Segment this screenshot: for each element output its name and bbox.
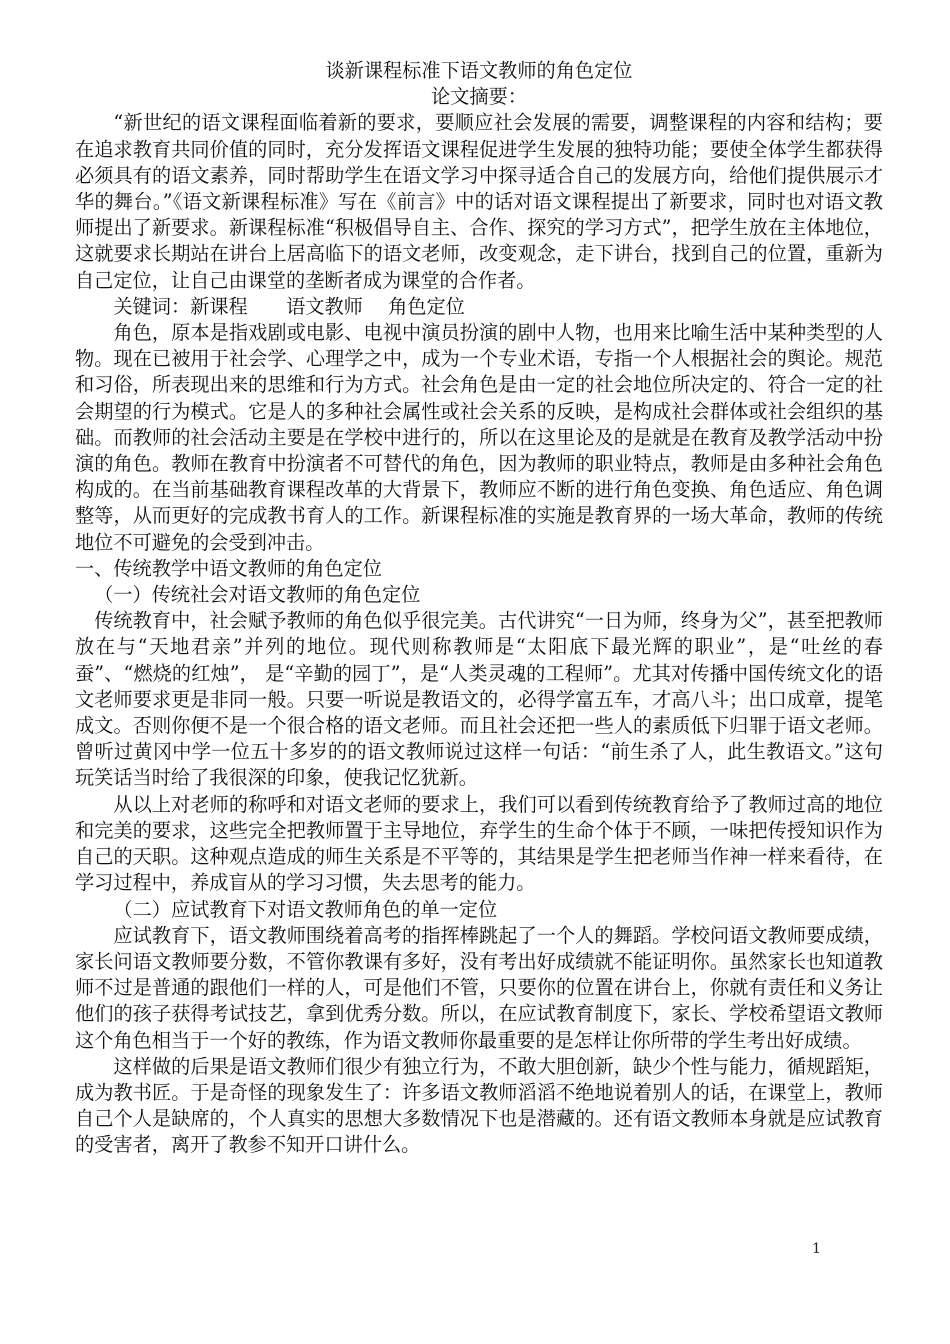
intro-paragraph: 角色，原本是指戏剧或电影、电视中演员扮演的剧中人物，也用来比喻生活中某种类型的人物。现在已被用于社会学、心理学之中，成为一个专业术语，专指一个人根据社会的舆论。规范和习俗，所表现出来的思维和行为方式。社会角色是由一定的社会地位所决定的、符合一定的社会期望的行为模式。它是人的多种社会属性或社会关系的反映，是构成社会群体或社会组织的基础。而教师的社会活动主要是在学校中进行的，所以在这里论及的是就是在教育及教学活动中扮演的角色。教师在教育中扮演者不可替代的角色，因为教师的职业特点，教师是由多种社会角色构成的。在当前基础教育课程改革的大背景下，教师应不断的进行角色变换、角色适应、角色调整等，从而更好的完成教书育人的工作。新课程标准的实施是教育界的一场大革命，教师的传统地位不可避免的会受到冲击。 [75,321,883,554]
body-paragraph: 这样做的后果是语文教师们很少有独立行为，不敢大胆创新，缺少个性与能力，循规蹈矩，成为教书匠。于是奇怪的现象发生了：许多语文教师滔滔不绝地说着别人的话，在课堂上，教师自己个人是缺席的，个人真实的思想大多数情况下也是潜藏的。还有语文教师本身就是应试教育的受害者，离开了教参不知开口讲什么。 [75,1054,883,1157]
section-heading: 一、传统教学中语文教师的角色定位 [75,556,382,580]
document-title: 谈新课程标准下语文教师的角色定位 [325,59,633,82]
keywords-line: 关键词：新课程 语文教师 角色定位 [113,294,465,318]
abstract-heading: 论文摘要： [431,85,527,109]
subsection-heading: （二）应试教育下对语文教师角色的单一定位 [113,897,498,921]
body-paragraph: 从以上对老师的称呼和对语文老师的要求上，我们可以看到传统教育给予了教师过高的地位和完美的要求，这些完全把教师置于主导地位，弃学生的生命个体于不顾，一味把传授知识作为自己的天职。这种观点造成的师生关系是不平等的，其结果是学生把老师当作神一样来看待，在学习过程中，养成盲从的学习习惯，失去思考的能力。 [75,792,883,895]
body-paragraph: 应试教育下，语文教师围绕着高考的指挥棒跳起了一个人的舞蹈。学校问语文教师要成绩，家长问语文教师要分数，不管你教课有多好，没有考出好成绩就不能证明你。虽然家长也知道教师不过是普通的跟他们一样的人，可是他们不管，只要你的位置在讲台上，你就有责任和义务让他们的孩子获得考试技艺，拿到优秀分数。所以，在应试教育制度下，家长、学校希望语文教师这个角色相当于一个好的教练，作为语文教师你最重要的是怎样让你所带的学生考出好成绩。 [75,923,883,1052]
abstract-paragraph: “新世纪的语文课程面临着新的要求，要顺应社会发展的需要，调整课程的内容和结构；要在追求教育共同价值的同时，充分发挥语文课程促进学生发展的独特功能；要使全体学生都获得必须具有的语文素养，同时帮助学生在语文学习中探寻适合自己的发展方向，给他们提供展示才华的舞台。”《语文新课程标准》写在《前言》中的话对语文课程提出了新要求，同时也对语文教师提出了新要求。新课程标准“积极倡导自主、合作、探究的学习方式”，把学生放在主体地位，这就要求长期站在讲台上居高临下的语文老师，改变观念，走下讲台，找到自己的位置，重新为自己定位，让自己由课堂的垄断者成为课堂的合作者。 [75,111,883,292]
page-number: 1 [812,1241,821,1257]
body-paragraph: 传统教育中，社会赋予教师的角色似乎很完美。古代讲究“一日为师，终身为父”，甚至把教师放在与“天地君亲”并列的地位。现代则称教师是“太阳底下最光辉的职业”，是“吐丝的春蚕”、“燃烧的红烛”， 是“辛勤的园丁”，是“人类灵魂的工程师”。尤其对传播中国传统文化的语文老师要求更是非同一般。只要一听说是教语文的，必得学富五车，才高八斗；出口成章，提笔成文。否则你便不是一个很合格的语文老师。而且社会还把一些人的素质低下归罪于语文老师。曾听过黄冈中学一位五十多岁的的语文教师说过这样一句话：“前生杀了人，此生教语文。”这句玩笑话当时给了我很深的印象，使我记忆犹新。 [75,609,883,790]
subsection-heading: （一）传统社会对语文教师的角色定位 [94,583,421,607]
document-page [75,58,883,1159]
